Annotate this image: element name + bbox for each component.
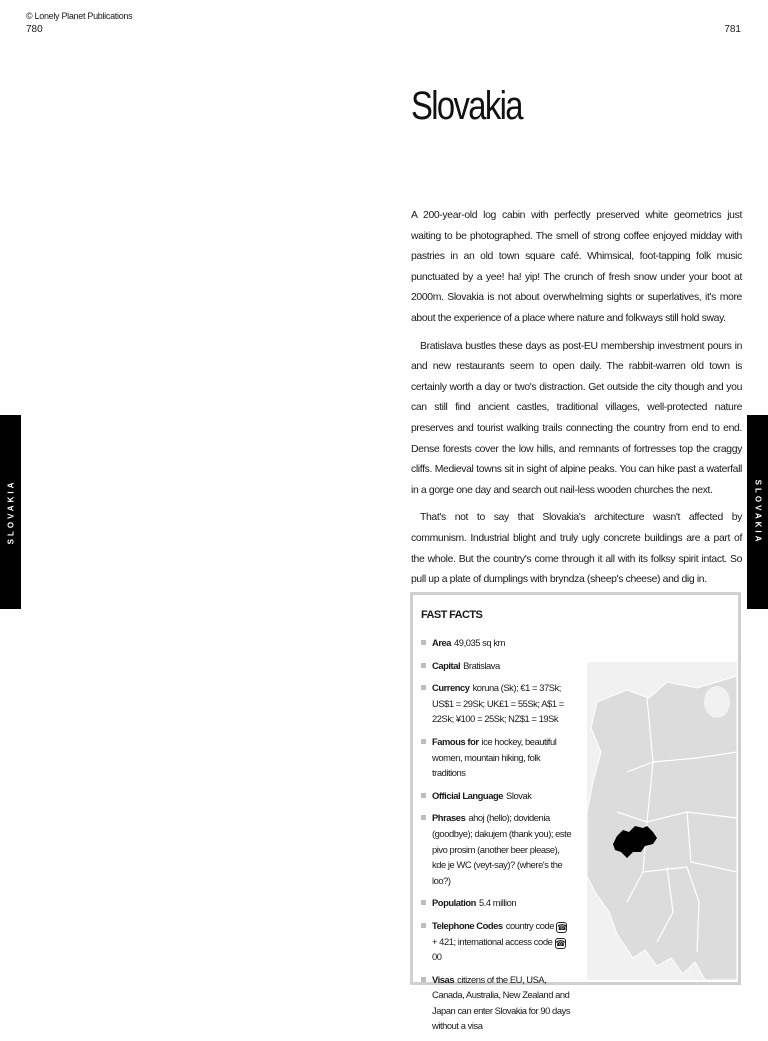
fact-value: Slovak	[506, 789, 532, 801]
europe-locator-map	[587, 662, 737, 980]
fact-value: 5.4 million	[478, 897, 517, 909]
fact-label: Capital	[432, 659, 461, 671]
fact-value: + 421;	[432, 935, 456, 947]
fast-facts-heading: FAST FACTS	[421, 609, 483, 621]
side-tab-right	[747, 415, 768, 609]
paragraph: A 200-year-old log cabin with perfectly preserved white geometrics just waiting to be photographed. The smell of strong coffee enjoyed midday with pastries in an old town square café. Whimsical, foot-tapping folk music punctuated by a yee! ha! yip! The crunch of fresh snow under your boot at 2000m. Slovakia is not about overwhelming sights or superlatives, it's more about the experience of a place where nature and folkways still hold sway.	[411, 210, 742, 324]
telephone-icon: ☎	[555, 938, 566, 948]
fact-population	[421, 895, 573, 911]
copyright-notice: © Lonely Planet Publications	[26, 11, 133, 21]
fact-label: Area	[432, 637, 452, 648]
fact-label: Official Language	[432, 789, 504, 801]
page-number-left: 780	[26, 24, 43, 35]
fact-visas	[421, 972, 573, 1034]
fact-value: international access code	[457, 935, 553, 947]
fact-value: country code	[505, 919, 554, 931]
side-tab-left	[0, 415, 21, 609]
fact-official-language	[421, 788, 573, 804]
paragraph: That's not to say that Slovakia's architecture wasn't affected by communism. Industrial blight and truly ugly concrete buildings are a part of the whole. But the country's come through it all with its folksy spirit intact. So pull up a plate of dumplings with bryndza (sheep's cheese) and dig in.	[411, 512, 742, 586]
fact-value: 49,035 sq km	[454, 637, 505, 648]
fact-value: Bratislava	[463, 659, 500, 671]
fast-facts-list	[421, 635, 573, 1041]
fact-value: ice hockey, beautiful women, mountain hiking, folk traditions	[432, 735, 557, 779]
fact-value: 00	[432, 951, 442, 963]
fast-facts-box	[410, 592, 741, 1032]
fact-currency	[421, 680, 573, 727]
fact-area	[421, 635, 573, 651]
fact-value: ahoj (hello); dovidenia (goodbye); dakujem (thank you); este pivo prosim (another beer please), kde je WC (veyt-say)? (where's the loo?)	[432, 812, 572, 886]
fact-telephone-codes	[421, 918, 573, 965]
fact-famous-for	[421, 734, 573, 781]
fact-value: citizens of the EU, USA, Canada, Australia, New Zealand and Japan can enter Slovakia for 90 days without a visa	[432, 973, 571, 1032]
fact-label: Telephone Codes	[432, 919, 503, 931]
fact-label: Famous for	[432, 735, 479, 747]
fact-label: Population	[432, 897, 476, 909]
map-lake	[704, 686, 730, 718]
intro-text	[411, 206, 742, 598]
page-number-right: 781	[724, 24, 741, 35]
side-tab-label: SLOVAKIA	[6, 479, 15, 545]
paragraph: Bratislava bustles these days as post-EU membership investment pours in and new restaurants seem to open daily. The rabbit-warren old town is certainly worth a day or two's distraction. Get outside the city though and you can still find ancient castles, traditional villages, well-protected nature preserves and tourist walking trails connecting the country from end to end. Dense forests cover the low hills, and remnants of fortresses top the craggy cliffs. Medieval towns sit in sight of alpine peaks. You can hike past a waterfall in a gorge one day and search out nail-less wooden churches the next.	[411, 340, 742, 496]
chapter-title: Slovakia	[411, 84, 522, 128]
side-tab-label: SLOVAKIA	[753, 479, 762, 545]
fact-label: Phrases	[432, 812, 466, 824]
telephone-icon: ☎	[557, 922, 567, 932]
fact-label: Visas	[432, 973, 455, 985]
fact-label: Currency	[432, 682, 470, 694]
fact-phrases	[421, 810, 573, 888]
fact-value: koruna (Sk); €1 = 37Sk; US$1 = 29Sk; UK£1 = 55Sk; A$1 = 22Sk; ¥100 = 25Sk; NZ$1 = 19Sk	[432, 682, 564, 725]
fact-capital	[421, 658, 573, 674]
